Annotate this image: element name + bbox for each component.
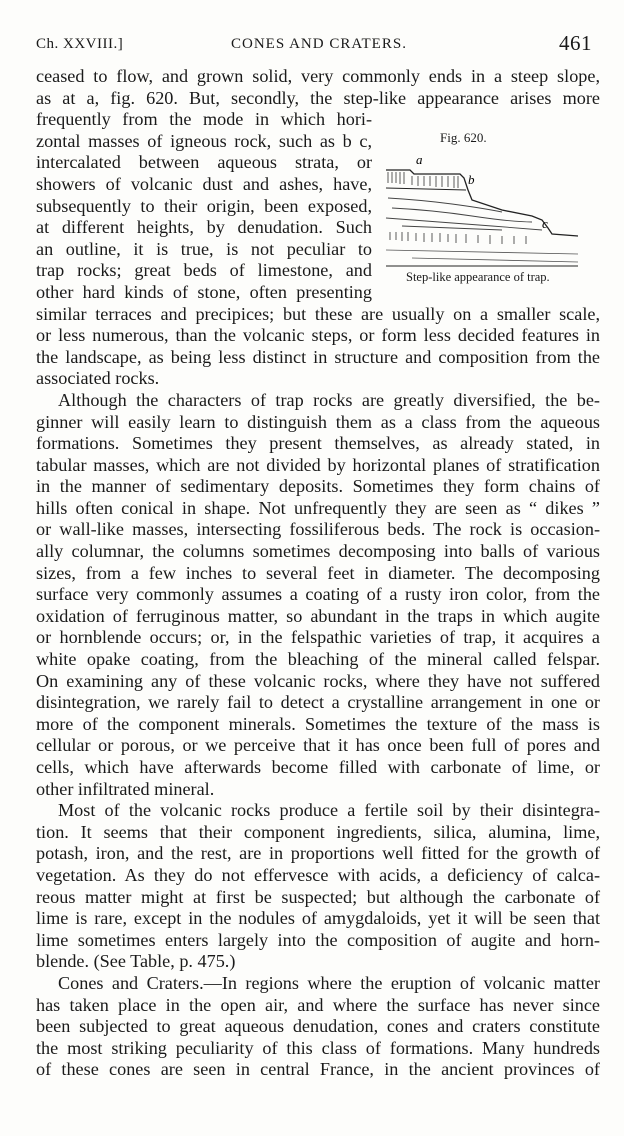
text-line: other infiltrated mineral.: [36, 778, 215, 799]
text-line: tion. It seems that their component ingredients, silica, alumina, lime,: [36, 821, 600, 842]
text-line: surface very commonly assumes a coating of a rusty iron color, from the: [36, 584, 600, 605]
text-line: ginner will easily learn to distinguish them as a class from the aqueous: [36, 411, 600, 432]
text-line: Although the characters of trap rocks are greatly diversified, the be-: [58, 389, 600, 410]
text-line: the most striking peculiarity of this class of formations. Many hundreds: [36, 1037, 600, 1058]
text-line: lime is rare, except in the nodules of amygdaloids, yet it will be seen that: [36, 908, 600, 929]
body-text: [36, 66, 600, 1081]
paragraph-2: [36, 390, 600, 800]
text-line: vegetation. As they do not effervesce with acids, a deficiency of calca-: [36, 864, 600, 885]
text-line: has taken place in the open air, and where the surface has never since: [36, 994, 600, 1015]
text-line: lime sometimes enters largely into the composition of augite and horn-: [36, 929, 600, 950]
text-line: the landscape, as being less distinct in structure and composition from the: [36, 346, 600, 367]
text-line: zontal masses of igneous rock, such as b c,: [36, 130, 372, 151]
page-number: 461: [559, 31, 592, 55]
text-line: Cones and Craters.—In regions where the eruption of volcanic matter: [58, 972, 600, 993]
text-line: blende. (See Table, p. 475.): [36, 951, 236, 972]
text-line: disintegration, we rarely fail to detect a crystalline arrangement in one or: [36, 692, 600, 713]
running-header: [36, 31, 592, 56]
text-line: cellular or porous, or we perceive that it has once been full of pores and: [36, 735, 600, 756]
text-line: showers of volcanic dust and ashes, have,: [36, 173, 372, 194]
running-title: CONES AND CRATERS.: [231, 36, 407, 52]
text-line: tabular masses, which are not divided by horizontal planes of stratification: [36, 454, 600, 475]
text-line: ceased to flow, and grown solid, very commonly ends in a steep slope,: [36, 66, 600, 86]
text-line: white opake coating, from the bleaching of the mineral called felspar.: [36, 649, 600, 670]
label-a: a: [416, 152, 423, 167]
text-line: potash, iron, and the rest, are in proportions well fitted for the growth of: [36, 843, 600, 864]
paragraph-1: [36, 66, 600, 390]
label-c: c: [542, 216, 548, 231]
text-line: associated rocks.: [36, 368, 160, 389]
paragraph-4: [36, 973, 600, 1081]
text-line: frequently from the mode in which hori-: [36, 109, 372, 130]
text-line: cells, which have afterwards become filled with carbonate of lime, or: [36, 757, 600, 777]
chapter-reference: Ch. XXVIII.]: [36, 36, 124, 52]
text-line: ally columnar, the columns sometimes decomposing into balls of various: [36, 541, 600, 562]
text-line: or hornblende occurs; or, in the felspathic varieties of trap, it acquires a: [36, 627, 600, 648]
text-line: an outline, it is true, is not peculiar to: [36, 238, 372, 259]
text-line: more of the component minerals. Sometimes the texture of the mass is: [36, 713, 600, 734]
label-b: b: [468, 172, 475, 187]
figure-title: Fig. 620.: [440, 130, 487, 145]
text-line: similar terraces and precipices; but these are usually on a smaller scale,: [36, 303, 600, 324]
text-line: trap rocks; great beds of limestone, and: [36, 260, 372, 281]
text-line: or less numerous, than the volcanic steps, or form less decided features in: [36, 325, 600, 346]
text-line: in the manner of sedimentary deposits. Sometimes they form chains of: [36, 476, 600, 497]
text-line: sizes, from a few inches to several feet in diameter. The decomposing: [36, 562, 600, 583]
text-line: formations. Sometimes they present themselves, as already stated, in: [36, 433, 600, 454]
text-line: or wall-like masses, intersecting fossiliferous beds. The rock is occasion-: [36, 519, 600, 540]
text-line: at different heights, by denudation. Such: [36, 217, 372, 238]
text-line: as at a, fig. 620. But, secondly, the step-like appearance arises more: [36, 87, 600, 108]
text-line: oxidation of ferruginous matter, so abundant in the traps in which augite: [36, 605, 600, 626]
text-line: intercalated between aqueous strata, or: [36, 152, 372, 173]
figure-caption: Step-like appearance of trap.: [406, 270, 550, 284]
text-line: other hard kinds of stone, often presenting: [36, 281, 372, 302]
text-line: hills often conical in shape. Not unfrequently they are seen as “ dikes ”: [36, 497, 600, 518]
paragraph-3: [36, 800, 600, 973]
text-line: of these cones are seen in central France, in the ancient provinces of: [36, 1059, 600, 1080]
text-line: been subjected to great aqueous denudation, cones and craters constitute: [36, 1016, 600, 1037]
text-line: On examining any of these volcanic rocks, where they have not suffered: [36, 670, 600, 691]
text-line: Most of the volcanic rocks produce a fertile soil by their disintegra-: [58, 800, 600, 821]
text-line: subsequently to their origin, been exposed,: [36, 195, 372, 216]
text-line: reous matter might at first be suspected; but although the carbonate of: [36, 886, 600, 907]
